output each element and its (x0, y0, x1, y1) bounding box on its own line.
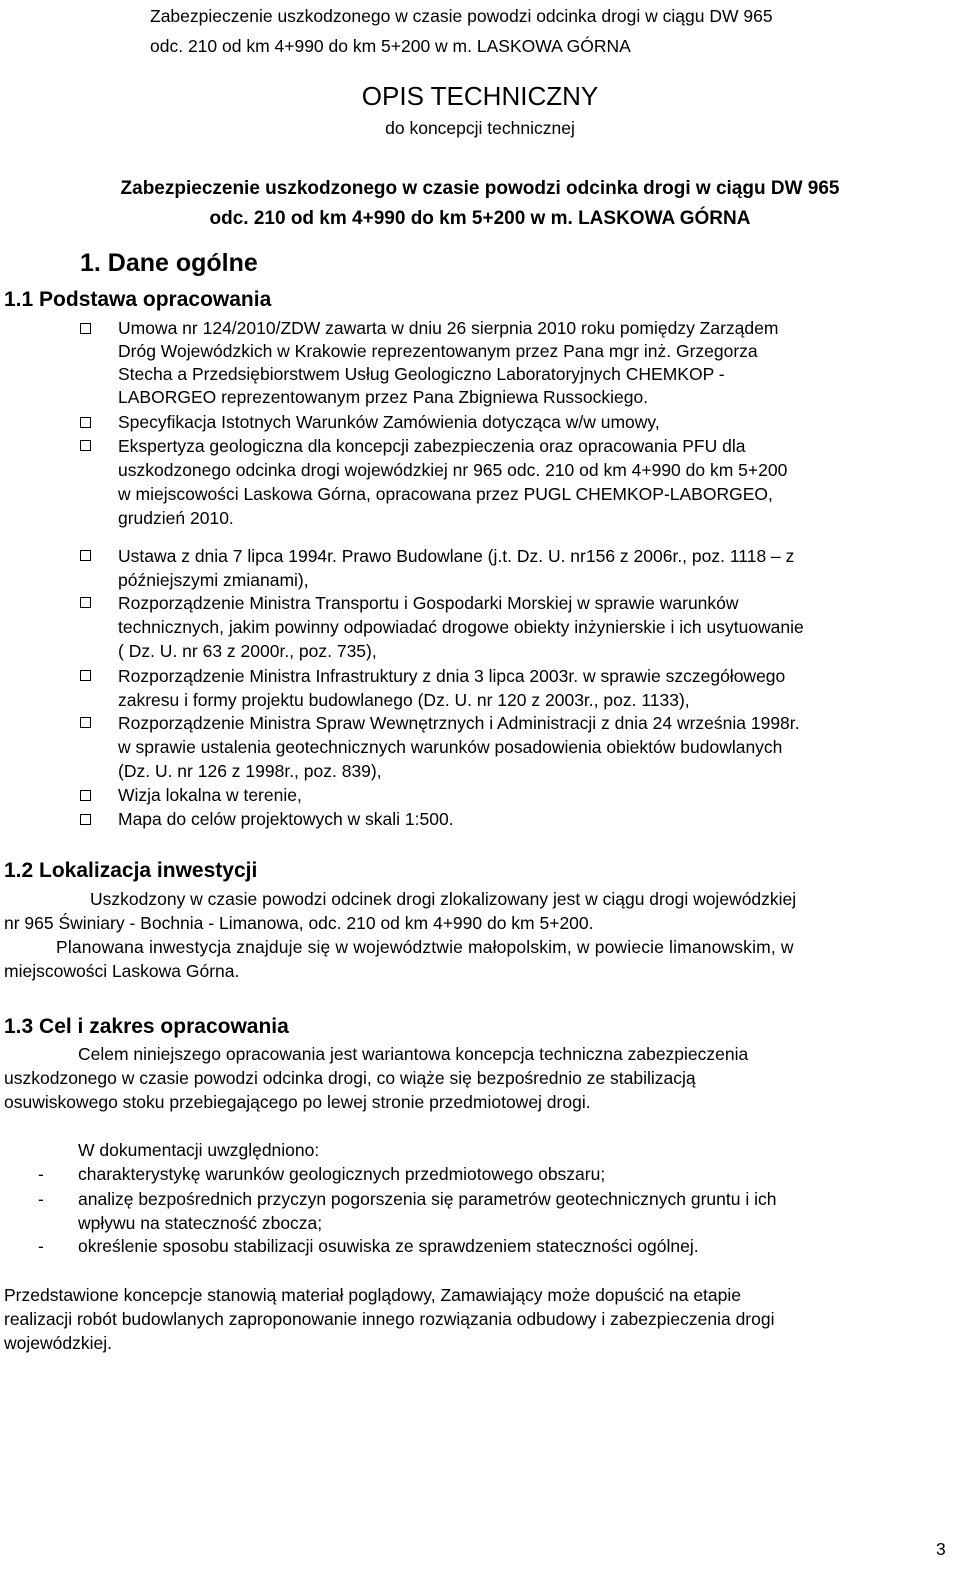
list-item (38, 1187, 938, 1235)
location-paragraph-1 (4, 887, 944, 935)
checkbox-bullet-icon (80, 670, 91, 681)
dash-bullet: - (38, 1164, 44, 1184)
page-number: 3 (936, 1539, 946, 1559)
list-item (80, 808, 940, 832)
checkbox-bullet-icon (80, 440, 91, 451)
list-item-line: zakresu i formy projektu budowlanego (Dz. U. nr 120 z 2003r., poz. 1133), (118, 690, 690, 710)
header-line-2: odc. 210 od km 4+990 do km 5+200 w m. LASKOWA GÓRNA (150, 36, 631, 56)
paragraph-line: osuwiskowego stoku przebiegającego po lewej stronie przedmiotowej drogi. (4, 1092, 591, 1112)
checkbox-bullet-icon (80, 790, 91, 801)
list-item-line: LABORGEO reprezentowanym przez Pana Zbigniewa Russockiego. (118, 387, 649, 407)
list-item-line: Ustawa z dnia 7 lipca 1994r. Prawo Budowlane (j.t. Dz. U. nr156 z 2006r., poz. 1118 – z (118, 546, 795, 566)
list-item-line: w miejscowości Laskowa Górna, opracowana przez PUGL CHEMKOP-LABORGEO, (118, 484, 773, 504)
checkbox-bullet-icon (80, 417, 91, 428)
checkbox-bullet-icon (80, 717, 91, 728)
list-item-line: Rozporządzenie Ministra Spraw Wewnętrznych i Administracji z dnia 24 września 1998r. (118, 713, 800, 733)
list-item (80, 544, 940, 592)
checkbox-bullet-icon (80, 814, 91, 825)
list-item-line: analizę bezpośrednich przyczyn pogorszenia się parametrów geotechnicznych gruntu i ich (78, 1189, 777, 1209)
paragraph-line: realizacji robót budowlanych zaproponowanie innego rozwiązania odbudowy i zabezpieczenia drogi (4, 1309, 775, 1329)
list-item (80, 784, 940, 808)
list-item (80, 317, 940, 409)
list-item-line: późniejszymi zmianami), (118, 570, 309, 590)
list-item (80, 434, 940, 530)
list-item-line: Rozporządzenie Ministra Transportu i Gospodarki Morskiej w sprawie warunków (118, 593, 739, 613)
list-item (80, 664, 940, 712)
list-item (38, 1235, 938, 1259)
list-item (80, 591, 940, 663)
paragraph-line: miejscowości Laskowa Górna. (4, 961, 240, 981)
paragraph-line: Przedstawione koncepcje stanowią materiał poglądowy, Zamawiający może dopuścić na etapie (4, 1285, 742, 1305)
section-1-2-heading: 1.2 Lokalizacja inwestycji (4, 859, 258, 882)
project-title (0, 174, 960, 234)
list-item-line: Mapa do celów projektowych w skali 1:500. (118, 809, 454, 829)
paragraph-line: nr 965 Świniary - Bochnia - Limanowa, odc. 210 od km 4+990 do km 5+200. (4, 913, 594, 933)
project-title-line-1: Zabezpieczenie uszkodzonego w czasie powodzi odcinka drogi w ciągu DW 965 (120, 178, 840, 199)
checkbox-bullet-icon (80, 323, 91, 334)
section-1-heading: 1. Dane ogólne (80, 249, 258, 277)
section-1-3-heading: 1.3 Cel i zakres opracowania (4, 1015, 289, 1038)
section-1-1-heading: 1.1 Podstawa opracowania (4, 288, 272, 311)
documentation-intro: W dokumentacji uwzględniono: (78, 1140, 320, 1160)
location-paragraph-2 (4, 935, 944, 983)
page-title: OPIS TECHNICZNY (361, 81, 599, 111)
dash-bullet: - (38, 1236, 44, 1256)
list-item-line: wpływu na stateczność zbocza; (78, 1213, 323, 1233)
page-subtitle: do koncepcji technicznej (385, 118, 575, 138)
list-item-line: Wizja lokalna w terenie, (118, 785, 302, 805)
list-item-line: charakterystykę warunków geologicznych przedmiotowego obszaru; (78, 1164, 606, 1184)
list-item-line: Ekspertyza geologiczna dla koncepcji zabezpieczenia oraz opracowania PFU dla (118, 436, 746, 456)
list-item-line: Stecha a Przedsiębiorstwem Usług Geologiczno Laboratoryjnych CHEMKOP - (118, 364, 725, 384)
project-title-line-2: odc. 210 od km 4+990 do km 5+200 w m. LASKOWA GÓRNA (209, 208, 751, 229)
list-item-line: (Dz. U. nr 126 z 1998r., poz. 839), (118, 761, 382, 781)
paragraph-line: wojewódzkiej. (4, 1333, 112, 1353)
list-item (38, 1163, 938, 1187)
list-item-line: ( Dz. U. nr 63 z 2000r., poz. 735), (118, 641, 377, 661)
paragraph-line: Planowana inwestycja znajduje się w województwie małopolskim, w powiecie limanowskim, w (56, 937, 794, 957)
list-item-line: Umowa nr 124/2010/ZDW zawarta w dniu 26 sierpnia 2010 roku pomiędzy Zarządem (118, 318, 779, 338)
closing-paragraph (4, 1283, 944, 1355)
list-item-line: Dróg Wojewódzkich w Krakowie reprezentowanym przez Pana mgr inż. Grzegorza (118, 341, 758, 361)
document-header (150, 1, 910, 61)
header-line-1: Zabezpieczenie uszkodzonego w czasie powodzi odcinka drogi w ciągu DW 965 (150, 6, 773, 26)
list-item-line: grudzień 2010. (118, 508, 234, 528)
dash-bullet: - (38, 1189, 44, 1209)
list-item (80, 411, 940, 434)
paragraph-line: uszkodzonego w czasie powodzi odcinka drogi, co wiąże się bezpośrednio ze stabilizacją (4, 1068, 696, 1088)
list-item (80, 711, 940, 783)
goal-paragraph (4, 1042, 944, 1114)
list-item-line: technicznych, jakim powinny odpowiadać drogowe obiekty inżynierskie i ich usytuowanie (118, 617, 804, 637)
paragraph-line: Celem niniejszego opracowania jest wariantowa koncepcja techniczna zabezpieczenia (78, 1044, 749, 1064)
list-item-line: Specyfikacja Istotnych Warunków Zamówienia dotycząca w/w umowy, (118, 412, 660, 432)
checkbox-bullet-icon (80, 550, 91, 561)
list-item-line: w sprawie ustalenia geotechnicznych warunków posadowienia obiektów budowlanych (118, 737, 783, 757)
paragraph-line: Uszkodzony w czasie powodzi odcinek drogi zlokalizowany jest w ciągu drogi wojewódzkiej (90, 889, 797, 909)
list-item-line: Rozporządzenie Ministra Infrastruktury z dnia 3 lipca 2003r. w sprawie szczegółowego (118, 666, 786, 686)
list-item-line: określenie sposobu stabilizacji osuwiska ze sprawdzeniem stateczności ogólnej. (78, 1236, 699, 1256)
checkbox-bullet-icon (80, 597, 91, 608)
list-item-line: uszkodzonego odcinka drogi wojewódzkiej nr 965 odc. 210 od km 4+990 do km 5+200 (118, 460, 788, 480)
